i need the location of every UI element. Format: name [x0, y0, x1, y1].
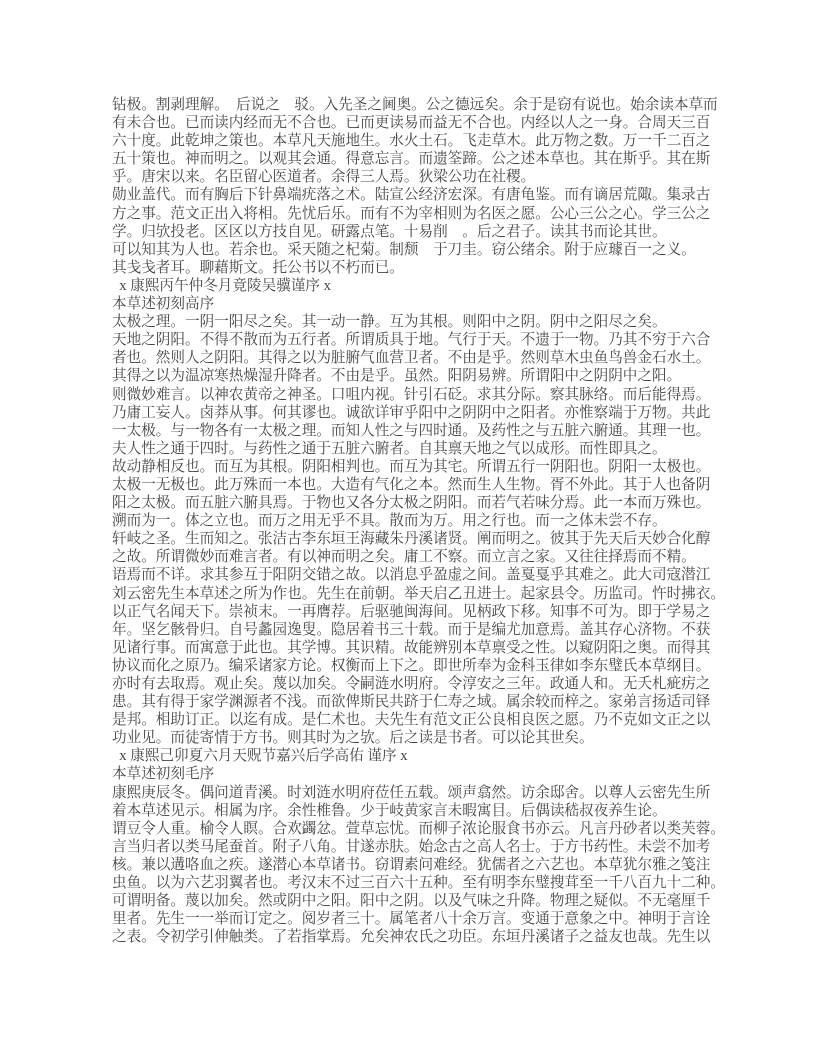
- body-line: 有未合也。已而读内经而无不合也。已而更读易而益无不合也。内经以人之一身。合周天三百: [112, 115, 711, 132]
- section-title: 本草述初刻毛序: [112, 766, 215, 783]
- body-line: 五十策也。神而明之。以观其会通。得意忘言。而遗筌蹄。公之述本草也。其在斯乎。其在斯: [112, 151, 711, 168]
- body-line: 太极之理。一阴一阳尽之矣。其一动一静。互为其根。则阳中之阴。阴中之阳尽之矣。: [112, 314, 667, 331]
- body-line: 康熙庚辰冬。偶问道青溪。时刘涟水明府莅任五载。颂声翕然。访余邸舍。以尊人云密先生所: [112, 784, 711, 801]
- body-line: 以正气名闻天下。崇祯末。一再膺荐。后驱驰闽海间。见柄政下移。知事不可为。即于学易之: [112, 603, 711, 620]
- body-line: 患。其有得于家学渊源者不浅。而欲俾斯民共跻于仁寿之域。属余较而梓之。家弟言扬适司铎: [112, 694, 711, 711]
- body-line: 年。坚乞骸骨归。自号蠡园逸叟。隐居着书三十载。而于是编尤加意焉。盖其存心济物。不获: [112, 621, 711, 638]
- body-line: 言当归者以类马尾蚕首。附子八角。甘遂赤肤。始念古之高人名士。于方书药性。未尝不加考: [112, 838, 711, 855]
- body-line: 则微妙难言。以神农黄帝之神圣。口咀内视。针引石砭。求其分际。察其脉络。而后能得焉。: [112, 386, 711, 403]
- body-line: 虫鱼。以为六艺羽翼者也。考汉末不过三百六十五种。至有明李东璧搜茸至一千八百九十二种。: [112, 875, 725, 892]
- body-line: 是邦。相助订正。以迄有成。是仁术也。夫先生有范文正公良相良医之愿。乃不克如文正之以: [112, 712, 711, 729]
- body-line: 里者。先生一一举而订定之。阅岁者三十。属笔者八十余万言。变通于意象之中。神明于言诠: [112, 911, 711, 928]
- body-line: 方之事。范文正出入将相。先忧后乐。而有不为宰相则为名医之愿。公心三公之心。学三公之: [112, 205, 711, 222]
- body-line: 着本草述见示。相属为序。余性椎鲁。少于岐黄家言未暇寓目。后偶读嵇叔夜养生论。: [112, 802, 667, 819]
- body-line: 勋业盖代。而有胸后下针鼻端疣落之术。陆宣公经济宏深。有唐龟鉴。而有谪居荒陬。集录古: [112, 187, 711, 204]
- body-line: 故动静相反也。而互为其根。阴阳相判也。而互为其宅。所谓五行一阴阳也。阴阳一太极也。: [112, 458, 711, 475]
- body-line: 谓豆令人重。榆令人瞑。合欢蠲忿。萱草忘忧。而柳子浓论服食书亦云。凡言丹砂者以类芙蓉。: [112, 820, 725, 837]
- body-line: 乃庸工妄人。卤莽从事。何其谬也。诚欲详审乎阳中之阴阴中之阳者。亦惟察端于万物。共此: [112, 404, 711, 421]
- body-line: 刘云密先生本草述之所为作也。先生在前朝。举天启乙丑进士。起家县令。历监司。忤时拂衣。: [112, 585, 725, 602]
- body-line: 之故。所谓微妙而难言者。有以神而明之矣。庸工不察。而立言之家。又往往择焉而不精。: [112, 549, 696, 566]
- body-line: 亦时有去取焉。观止矣。蔑以加矣。令嗣涟水明府。令淳安之三年。政通人和。无夭札疵疠之: [112, 676, 711, 692]
- body-line: 学。归欤投老。区区以方技自见。研露点笔。十易削 。后之君子。读其书而论其世。: [112, 223, 667, 240]
- body-line: 其得之以为温凉寒热燥湿升降者。不由是乎。虽然。阳阴易辨。所谓阳中之阴阴中之阳。: [112, 368, 682, 385]
- body-line: 天地之阴阳。不得不散而为五行者。所谓质具于地。气行于天。不遗于一物。乃其不穷于六合: [112, 332, 711, 349]
- body-line: 核。兼以遘咯血之疾。遂潜心本草诸书。窃谓素问难经。犹儒者之六艺也。本草犹尔雅之笺注: [112, 856, 711, 873]
- body-line: 夫人性之通于四时。与药性之通于五脏六腑者。自其禀天地之气以成形。而性即具之。: [112, 440, 667, 457]
- body-line: 其戋戋者耳。聊藉斯文。托公书以不朽而已。: [112, 259, 404, 276]
- body-line: 乎。唐宋以来。名臣留心医道者。余得三人焉。狄梁公功在社稷。: [112, 169, 536, 186]
- text-block: [112, 96, 760, 946]
- signature-line: x 康熙己卯夏六月天贶节嘉兴后学高佑 谨序 x: [112, 748, 408, 765]
- body-line: 之表。令初学引伸触类。了若指掌焉。允矣神农氏之功臣。东垣丹溪诸子之益友也哉。先生以: [112, 929, 711, 946]
- signature-line: x 康熙丙午仲冬月竟陵吴骥谨序 x: [112, 277, 331, 294]
- body-line: 太极一无极也。此万殊而一本也。大造有气化之本。然而生人生物。胥不外此。其于人也备阴: [112, 476, 711, 493]
- body-line: 钻极。割剥理解。 后说之 驳。入先圣之阃奥。公之德远矣。余于是窃有说也。始余读本草而: [112, 97, 718, 113]
- body-line: 轩岐之圣。生而知之。张洁古李东垣王海藏朱丹溪诸贤。阐而明之。彼其于先天后天妙合化醇: [112, 531, 711, 548]
- body-line: 一太极。与一物各有一太极之理。而知人性之与四时通。及药性之与五脏六腑通。其理一也。: [112, 422, 711, 439]
- body-line: 六十度。此乾坤之策也。本草凡天施地生。水火土石。飞走草木。此万物之数。万一千二百之: [112, 133, 711, 150]
- body-line: 功业见。而徒寄情于方书。则其时为之欤。后之读是书者。可以论其世矣。: [112, 730, 594, 747]
- body-line: 协议而化之原乃。编采诸家方论。权衡而上下之。即世所奉为金科玉律如李东璧氏本草纲目。: [112, 657, 711, 674]
- body-line: 者也。然则人之阴阳。其得之以为脏腑气血营卫者。不由是乎。然则草木虫鱼鸟兽金石水土。: [112, 350, 711, 367]
- section-title: 本草述初刻高序: [112, 296, 215, 313]
- body-line: 语焉而不详。求其参互于阳阴交错之故。以消息乎盈虚之间。盖戛戛乎其难之。此大司寇潜江: [112, 567, 711, 584]
- body-line: 溯而为一。体之立也。而万之用无乎不具。散而为万。用之行也。而一之体未尝不存。: [112, 513, 667, 530]
- body-line: 可谓明备。蔑以加矣。然或阴中之阳。阳中之阴。以及气味之升降。物理之疑似。不无毫厘千: [112, 893, 711, 910]
- body-line: 见诸行事。而寓意于此也。其学博。其识精。故能辨别本草禀受之性。以窥阴阳之奥。而得其: [112, 639, 711, 656]
- body-line: 可以知其为人也。若余也。采天随之杞菊。制颓 于刀圭。窃公绪余。附于应璩百一之义。: [112, 241, 696, 258]
- body-line: 阳之太极。而五脏六腑具焉。于物也又各分太极之阴阳。而若气若味分焉。此一本而万殊也。: [112, 495, 711, 512]
